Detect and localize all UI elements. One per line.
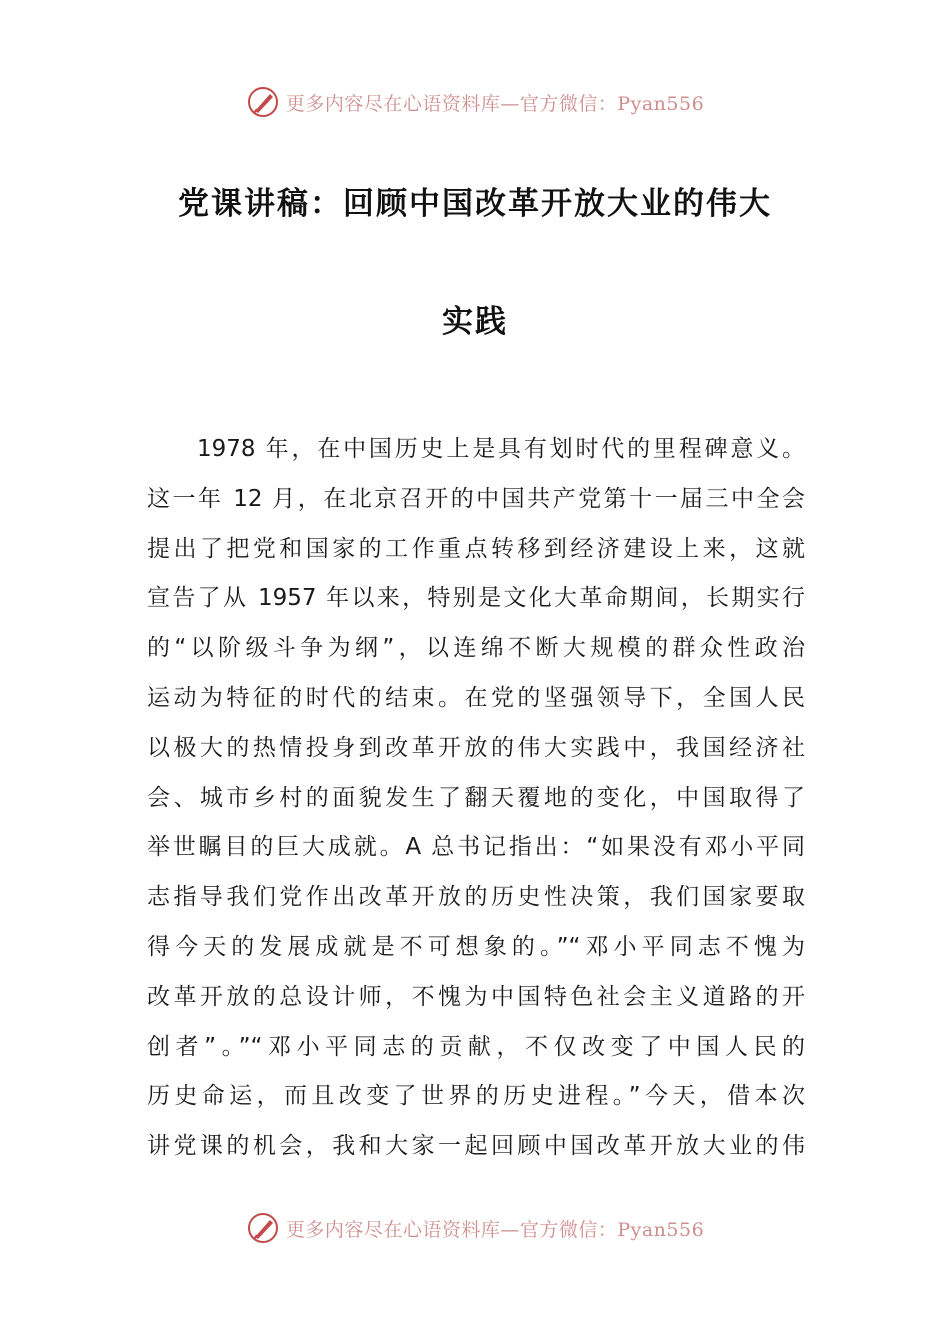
body-line: 志指导我们党作出改革开放的历史性决策，我们国家要取 xyxy=(147,884,805,911)
body-line: 讲党课的机会，我和大家一起回顾中国改革开放大业的伟 xyxy=(147,1133,805,1160)
document-title-line-1: 党课讲稿：回顾中国改革开放大业的伟大 xyxy=(178,186,772,222)
body-line: 得今天的发展成就是不可想象的。”“邓小平同志不愧为 xyxy=(147,933,805,960)
footer-watermark xyxy=(0,1208,950,1248)
body-paragraph xyxy=(147,425,805,1172)
watermark-text: 更多内容尽在心语资料库—官方微信：Pyan556 xyxy=(285,1218,705,1241)
quill-logo-icon xyxy=(246,1211,280,1245)
watermark-text: 更多内容尽在心语资料库—官方微信：Pyan556 xyxy=(285,92,705,115)
body-line: 这一年 12 月，在北京召开的中国共产党第十一届三中全会 xyxy=(147,485,805,512)
body-line: 运动为特征的时代的结束。在党的坚强领导下，全国人民 xyxy=(147,684,805,711)
body-line: 以极大的热情投身到改革开放的伟大实践中，我国经济社 xyxy=(147,734,805,761)
body-line: 创者”。”“邓小平同志的贡献，不仅改变了中国人民的 xyxy=(147,1033,805,1060)
body-line: 改革开放的总设计师，不愧为中国特色社会主义道路的开 xyxy=(147,983,805,1010)
body-line: 1978 年，在中国历史上是具有划时代的里程碑意义。 xyxy=(197,436,805,462)
body-line: 的“以阶级斗争为纲”，以连绵不断大规模的群众性政治 xyxy=(147,635,805,662)
body-line: 举世瞩目的巨大成就。A 总书记指出：“如果没有邓小平同 xyxy=(147,834,805,861)
document-title-line-2: 实践 xyxy=(442,304,508,340)
body-line: 历史命运，而且改变了世界的历史进程。”今天，借本次 xyxy=(147,1083,805,1110)
header-watermark xyxy=(0,82,950,122)
body-line: 宣告了从 1957 年以来，特别是文化大革命期间，长期实行 xyxy=(147,585,805,612)
body-line: 会、城市乡村的面貌发生了翻天覆地的变化，中国取得了 xyxy=(147,784,805,811)
quill-logo-icon xyxy=(246,85,280,119)
body-line: 提出了把党和国家的工作重点转移到经济建设上来，这就 xyxy=(147,535,805,562)
